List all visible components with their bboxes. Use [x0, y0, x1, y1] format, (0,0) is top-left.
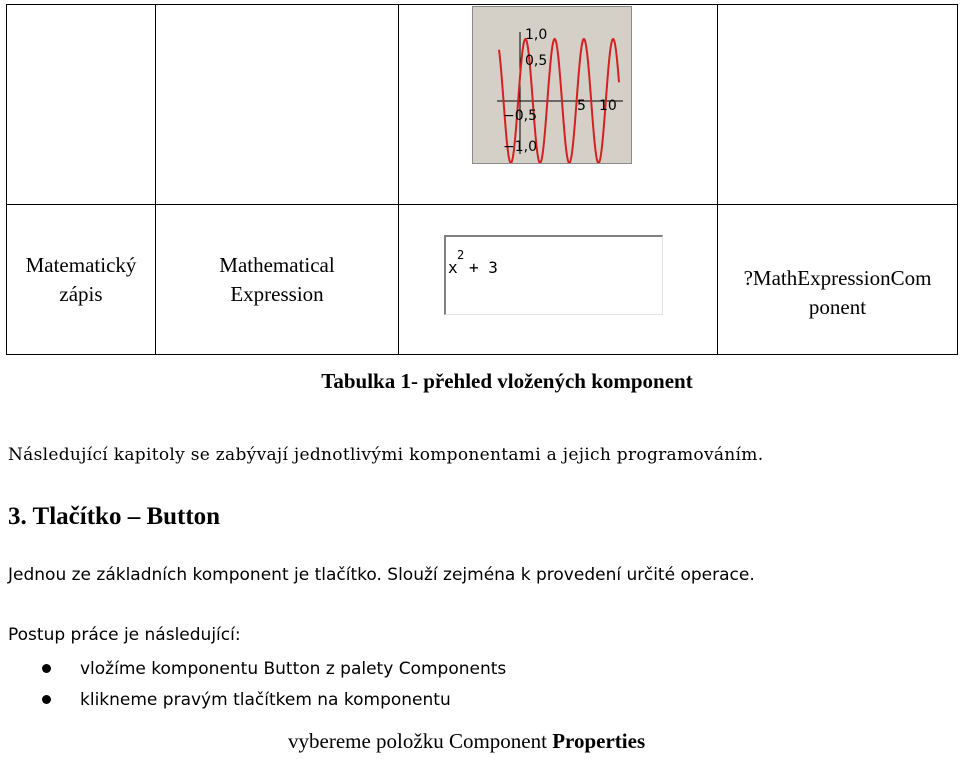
- procedure-step-3: vybereme položku Component Properties: [288, 729, 646, 753]
- table-caption: Tabulka 1- přehled vložených komponent: [321, 369, 693, 393]
- y-tick-3: −0,5: [503, 108, 537, 124]
- table-cell-math-notation: [6, 204, 156, 355]
- math-expression-svg: [446, 237, 663, 315]
- y-tick-1: 1,0: [525, 27, 548, 43]
- procedure-intro: Postup práce je následující:: [8, 625, 241, 645]
- procedure-steps: [0, 655, 506, 717]
- math-notation-label: Matematický zápis: [25, 252, 137, 306]
- table-cell-r1-c4: [717, 4, 958, 205]
- expr-exponent: 2: [457, 248, 465, 262]
- math-expression-label: Mathematical Expression: [219, 252, 335, 306]
- table-cell-component-name: [717, 204, 958, 355]
- sine-plot-image: [472, 6, 632, 164]
- button-description: Jednou ze základních komponent je tlačítko. Slouží zejména k provedení určité operace.: [8, 565, 755, 585]
- expr-rest: + 3: [469, 258, 498, 277]
- table-cell-math-expression: [155, 204, 399, 355]
- list-item: vložíme komponentu Button z palety Components: [0, 655, 506, 686]
- table-cell-r1-c2: [155, 4, 399, 205]
- x-tick-1: 5: [577, 98, 586, 114]
- sine-plot-svg: [473, 7, 631, 163]
- intro-paragraph: Následující kapitoly se zabývají jednotlivými komponentami a jejich programováním.: [8, 445, 764, 465]
- table-cell-r1-c1: [6, 4, 156, 205]
- section-heading: 3. Tlačítko – Button: [8, 503, 221, 530]
- y-tick-4: −1,0: [503, 139, 537, 155]
- expr-base: x: [448, 258, 458, 277]
- x-tick-2: 10: [599, 98, 617, 114]
- component-name-label: ?MathExpressionCom ponent: [743, 265, 932, 319]
- y-tick-2: 0,5: [525, 53, 548, 69]
- bullet-icon: [42, 664, 51, 673]
- math-expression-preview: [444, 235, 663, 315]
- bullet-icon: [42, 695, 51, 704]
- list-item: klikneme pravým tlačítkem na komponentu: [0, 686, 506, 717]
